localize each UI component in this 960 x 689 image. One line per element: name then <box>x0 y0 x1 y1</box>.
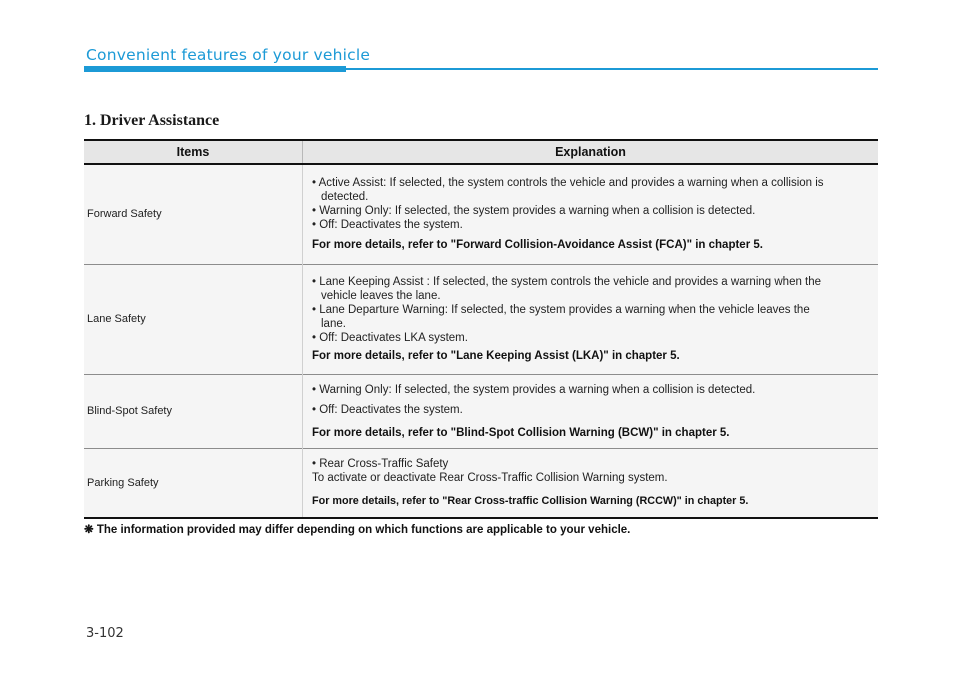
explanation-forward-safety <box>303 164 879 264</box>
chapter-header-title: Convenient features of your vehicle <box>86 46 371 64</box>
bullet-line: • Off: Deactivates the system. <box>312 219 463 232</box>
item-lane-safety: Lane Safety <box>84 264 303 374</box>
items-column-header: Items <box>84 140 303 164</box>
bullet-line-continued: lane. <box>321 318 346 330</box>
bullet-line: • Rear Cross-Traffic Safety <box>312 458 449 471</box>
table-header-row <box>84 140 878 164</box>
bullet-line-continued: vehicle leaves the lane. <box>321 290 441 302</box>
header-accent-bar <box>84 66 346 72</box>
reference-note: For more details, refer to "Blind-Spot Collision Warning (BCW)" in chapter 5. <box>312 426 730 439</box>
reference-note: For more details, refer to "Lane Keeping Assist (LKA)" in chapter 5. <box>312 350 680 362</box>
bullet-line: • Off: Deactivates the system. <box>312 403 463 416</box>
table-row-forward-safety <box>84 164 878 264</box>
section-title: 1. Driver Assistance <box>84 112 220 129</box>
header-rule-line <box>346 68 878 70</box>
bullet-line: • Active Assist: If selected, the system controls the vehicle and provides a warning when a collision is <box>312 177 824 190</box>
explanation-blind-spot-safety <box>303 374 879 448</box>
table-row-parking-safety <box>84 448 878 518</box>
table-row-blind-spot-safety <box>84 374 878 448</box>
explanation-parking-safety <box>303 448 879 518</box>
reference-note: For more details, refer to "Forward Collision-Avoidance Assist (FCA)" in chapter 5. <box>312 239 763 252</box>
page-number: 3-102 <box>86 626 124 641</box>
applicability-note: ❋ The information provided may differ depending on which functions are applicable to your vehicle. <box>84 524 631 536</box>
item-blind-spot-safety: Blind-Spot Safety <box>84 374 303 448</box>
explanation-lane-safety <box>303 264 879 374</box>
driver-assistance-table <box>84 139 878 519</box>
bullet-line: • Lane Departure Warning: If selected, the system provides a warning when the vehicle leaves the <box>312 304 810 316</box>
reference-note: For more details, refer to "Rear Cross-traffic Collision Warning (RCCW)" in chapter 5. <box>312 495 749 508</box>
bullet-line: • Warning Only: If selected, the system provides a warning when a collision is detected. <box>312 205 756 218</box>
plain-line: To activate or deactivate Rear Cross-Traffic Collision Warning system. <box>312 472 668 485</box>
bullet-line: • Off: Deactivates LKA system. <box>312 332 468 344</box>
explanation-column-header: Explanation <box>555 145 626 159</box>
bullet-line: • Warning Only: If selected, the system provides a warning when a collision is detected. <box>312 383 756 396</box>
bullet-line-continued: detected. <box>321 191 369 204</box>
bullet-line: • Lane Keeping Assist : If selected, the system controls the vehicle and provides a warning when the <box>312 276 822 288</box>
item-forward-safety: Forward Safety <box>84 164 303 264</box>
item-parking-safety: Parking Safety <box>84 448 303 518</box>
table-row-lane-safety <box>84 264 878 374</box>
